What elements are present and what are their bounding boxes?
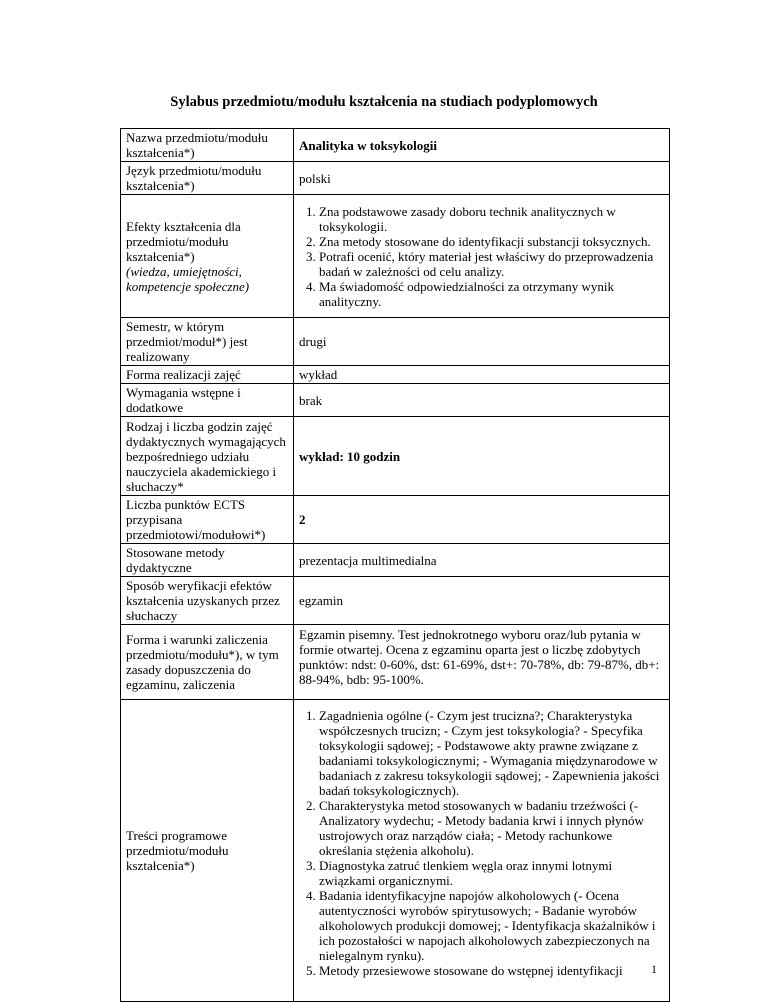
list-item: 1. Zagadnienia ogólne (- Czym jest trucizna?; Charakterystyka współczesnych trucizn; - Czym jest toksykologia? - Specyfika toksykologii sądowej; - Podstawowe akty prawne związane z badaniami toksykologicznymi; - Wymagania międzynarodowe w badaniach z zakresu toksykologii sądowej; - Zapewnienia jakości badań toksykologicznych). (319, 708, 664, 798)
row-label: Forma realizacji zajęć (121, 366, 294, 384)
table-row (121, 384, 670, 417)
row-label: Sposób weryfikacji efektów kształcenia uzyskanych przez słuchaczy (121, 577, 294, 625)
tresci-list (299, 708, 664, 978)
table-row (121, 417, 670, 496)
row-value: prezentacja multimedialna (294, 544, 670, 577)
row-label: Treści programowe przedmiotu/modułu kształcenia*) (121, 700, 294, 1002)
syllabus-table (120, 128, 670, 1002)
row-value: Egzamin pisemny. Test jednokrotnego wyboru oraz/lub pytania w formie otwartej. Ocena z egzaminu oparta jest o liczbę zdobytych punktów: ndst: 0-60%, dst: 61-69%, dst+: 70-78%, db: 79-87%, db+: 88-94%, bdb: 95-100%. (294, 625, 670, 700)
list-item: 2. Charakterystyka metod stosowanych w badaniu trzeźwości (- Analizatory wydechu; - Metody badania krwi i innych płynów ustrojowych oraz narządów ciała; - Metody rachunkowe określania stężenia alkoholu). (319, 798, 664, 858)
table-row (121, 162, 670, 195)
list-item: 4. Badania identyfikacyjne napojów alkoholowych (- Ocena autentyczności wyrobów spirytusowych; - Badanie wyrobów alkoholowych produkcji domowej; - Identyfikacja skażalników i ich pozostałości w napojach alkoholowych zabezpieczonych na nielegalnym rynku). (319, 888, 664, 963)
row-label: Język przedmiotu/modułu kształcenia*) (121, 162, 294, 195)
row-label: Semestr, w którym przedmiot/moduł*) jest realizowany (121, 318, 294, 366)
page-title: Sylabus przedmiotu/modułu kształcenia na studiach podyplomowych (170, 94, 598, 110)
table-row (121, 544, 670, 577)
table-row (121, 366, 670, 384)
row-value: Analityka w toksykologii (294, 129, 670, 162)
row-label (121, 195, 294, 318)
table-row (121, 129, 670, 162)
list-item: 3. Diagnostyka zatruć tlenkiem węgla oraz innymi lotnymi związkami organicznymi. (319, 858, 664, 888)
row-value: polski (294, 162, 670, 195)
table-row (121, 496, 670, 544)
table-row (121, 700, 670, 1002)
row-value: drugi (294, 318, 670, 366)
efekty-label-note: (wiedza, umiejętności, kompetencje społeczne) (126, 263, 250, 294)
table-row (121, 577, 670, 625)
list-item: 1. Zna podstawowe zasady doboru technik analitycznych w toksykologii. (319, 204, 664, 234)
row-value: egzamin (294, 577, 670, 625)
list-item: 2. Zna metody stosowane do identyfikacji substancji toksycznych. (319, 234, 664, 249)
row-value (294, 195, 670, 318)
efekty-label: Efekty kształcenia dla przedmiotu/modułu kształcenia*) (126, 218, 241, 264)
row-value: wykład (294, 366, 670, 384)
row-label: Nazwa przedmiotu/modułu kształcenia*) (121, 129, 294, 162)
row-label: Wymagania wstępne i dodatkowe (121, 384, 294, 417)
efekty-list (299, 204, 664, 309)
row-value: brak (294, 384, 670, 417)
row-label: Rodzaj i liczba godzin zajęć dydaktycznych wymagających bezpośredniego udziału nauczyciela akademickiego i słuchaczy* (121, 417, 294, 496)
row-value: 2 (294, 496, 670, 544)
row-label: Liczba punktów ECTS przypisana przedmiotowi/modułowi*) (121, 496, 294, 544)
table-row (121, 195, 670, 318)
row-label: Stosowane metody dydaktyczne (121, 544, 294, 577)
row-value: wykład: 10 godzin (294, 417, 670, 496)
row-value (294, 700, 670, 1002)
row-label: Forma i warunki zaliczenia przedmiotu/modułu*), w tym zasady dopuszczenia do egzaminu, zaliczenia (121, 625, 294, 700)
table-row (121, 625, 670, 700)
list-item: 5. Metody przesiewowe stosowane do wstępnej identyfikacji (319, 963, 664, 978)
list-item: 4. Ma świadomość odpowiedzialności za otrzymany wynik analityczny. (319, 279, 664, 309)
page-number: 1 (651, 962, 657, 976)
list-item: 3. Potrafi ocenić, który materiał jest właściwy do przeprowadzenia badań w zależności od celu analizy. (319, 249, 664, 279)
table-row (121, 318, 670, 366)
